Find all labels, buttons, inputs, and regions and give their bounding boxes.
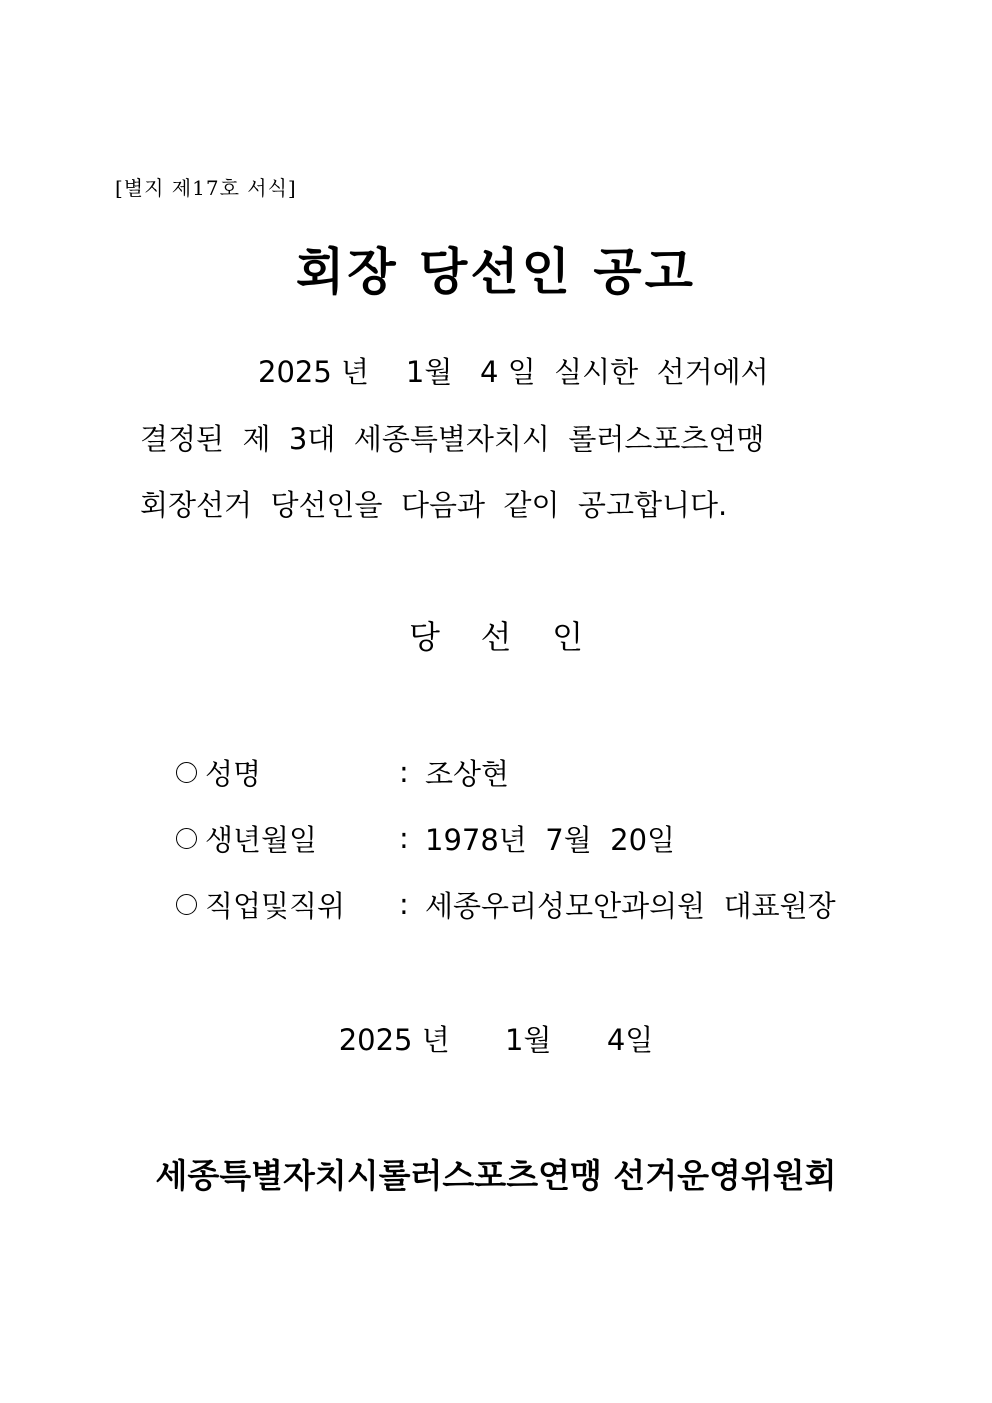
form-label: [별지 제17호 서식] [115, 176, 297, 200]
birth-value: 1978년 7월 20일 [425, 822, 676, 857]
job-value: 세종우리성모안과의원 대표원장 [425, 888, 836, 923]
winner-birth-row [176, 818, 675, 858]
body-line-3: 회장선거 당선인을 다음과 같이 공고합니다. [140, 488, 728, 522]
winner-job-row [176, 884, 836, 924]
name-label: 성명 [205, 756, 262, 791]
body-line-1: 2025 년 1월 4 일 실시한 선거에서 [258, 355, 769, 389]
colon-separator: : [399, 821, 409, 855]
announcement-date: 2025 년 1월 4일 [338, 1023, 654, 1057]
circle-bullet-icon [176, 762, 197, 783]
circle-bullet-icon [176, 828, 197, 849]
winner-name-row [176, 752, 509, 792]
name-value: 조상현 [425, 756, 510, 791]
colon-separator: : [399, 887, 409, 921]
section-title: 당 선 인 [408, 618, 584, 656]
circle-bullet-icon [176, 894, 197, 915]
birth-label: 생년월일 [205, 822, 318, 857]
body-line-2: 결정된 제 3대 세종특별자치시 롤러스포츠연맹 [140, 422, 765, 456]
page-title: 회장 당선인 공고 [296, 242, 696, 301]
colon-separator: : [399, 755, 409, 789]
job-label: 직업및직위 [205, 888, 346, 923]
committee-name: 세종특별자치시롤러스포츠연맹 선거운영위원회 [155, 1156, 837, 1195]
